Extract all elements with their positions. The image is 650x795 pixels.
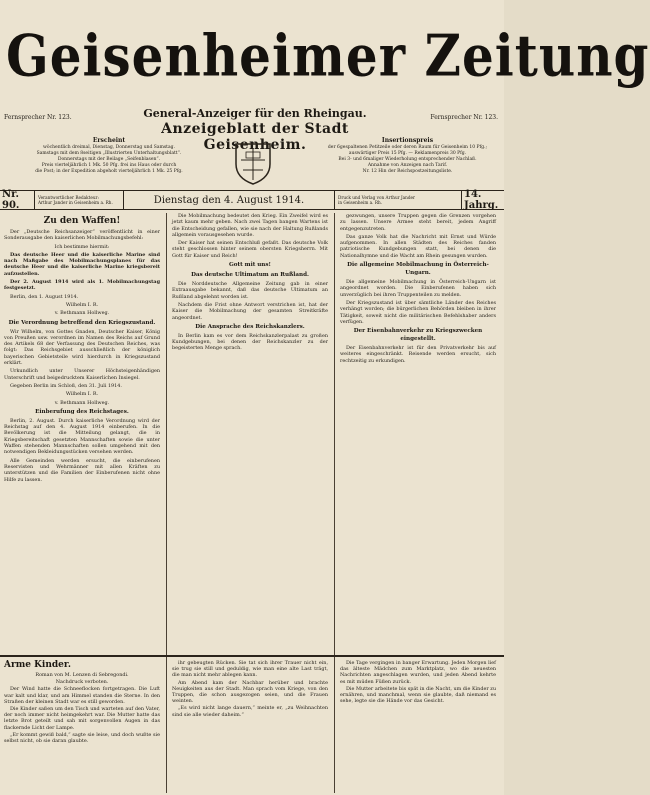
article-paragraph: Das ganze Volk hat die Nachricht mit Ernst und Würde aufgenommen. In allen Städten des Reiches fanden patriotische Kundgebungen statt, bei denen die Nationalhymne und die Wacht am Rhein gesungen wurden.	[340, 233, 496, 259]
feuilleton-paragraph: ihr gebeugten Rücken. Sie tat sich ihrer Trauer nicht ein, sie trug sie still und geduldig, wie man eine alte Last trägt, die man nicht mehr ablegen kann.	[172, 660, 328, 679]
masthead-title: Geisenheimer Zeitung	[6, 21, 650, 90]
article-subhead: Das deutsche Ultimatum an Rußland.	[191, 272, 309, 279]
feuilleton-paragraph: Die Kinder saßen um den Tisch und warteten auf den Vater, der noch immer nicht heimgekehrt war. Die Mutter hatte das letzte Brot geteilt und sah mit sorgenvollen Augen in das flackernde Licht der Lampe.	[4, 706, 160, 731]
publication-info-line: Donnerstags mit der Beilage „Seifenblasen“.	[57, 157, 161, 162]
publication-info-line: wöchentlich dreimal, Dienstag, Donnerstag und Samstag.	[43, 145, 175, 150]
article-paragraph: Gegeben Berlin im Schloß, den 31. Juli 1914.	[10, 382, 122, 389]
article-paragraph: Nachdem die Frist ohne Antwort verstrichen ist, hat der Kaiser die Mobilmachung der gesamten Streitkräfte angeordnet.	[172, 301, 328, 321]
article-signature: v. Bethmann Hollweg.	[54, 310, 110, 317]
insertion-price-line: Bei 3- und 6maliger Wiederholung entsprechender Nachlaß.	[338, 157, 477, 162]
article-paragraph: gezwungen, unsere Truppen gegen die Grenzen vorgehen zu lassen. Unsere Armee steht bereit, jedem Angriff entgegenzutreten.	[340, 213, 496, 232]
article-paragraph: Urkundlich unter Unserer Höchsteigenhändigen Unterschrift und beigedrucktem Kaiserlichen Insiegel.	[4, 368, 160, 381]
article-paragraph: Der 2. August 1914 wird als 1. Mobilmachungstag festgesetzt.	[4, 279, 160, 292]
printer-line: Druck und Verlag von Arthur Jander	[338, 195, 416, 200]
insertion-price-box	[320, 138, 495, 175]
issue-number: Nr. 90.	[2, 191, 35, 209]
article-column-2	[172, 213, 328, 513]
feuilleton-notice: Nachdruck verboten.	[55, 679, 109, 686]
feuilleton-paragraph: „Es wird nicht lange dauern,“ meinte er, „zu Weihnachten sind sie alle wieder daheim.“	[172, 705, 328, 718]
issue-date: Dienstag den 4. August 1914.	[153, 194, 305, 206]
right-phone-number: Fernsprecher Nr. 123.	[430, 114, 498, 121]
volume-year: 14. Jahrg.	[464, 189, 499, 211]
insertion-price-line: Annahme von Anzeigen nach Tarif.	[367, 163, 448, 168]
article-paragraph: Alle Gemeinden werden ersucht, die einberufenen Reservisten und Wehrmänner mit allen Kräften zu unterstützen und die Familien der Einberufenen nicht ohne Hilfe zu lassen.	[4, 457, 160, 483]
feuilleton-paragraph: „Er kommt gewiß bald,“ sagte sie leise, und doch wußte sie selbst nicht, ob sie daran glaubte.	[4, 731, 160, 745]
article-subhead: Die allgemeine Mobilmachung in Österreich-Ungarn.	[347, 262, 489, 277]
article-paragraph: Berlin, den 1. August 1914.	[10, 293, 79, 300]
publication-info-line: die Post; in der Expedition abgeholt vierteljährlich 1 Mk. 25 Pfg.	[35, 169, 183, 174]
feuilleton-rule	[0, 655, 504, 657]
article-headline: Zu den Waffen!	[43, 216, 121, 226]
left-phone-number: Fernsprecher Nr. 123.	[4, 114, 72, 121]
printer-line: in Geisenheim a. Rh.	[338, 200, 383, 205]
article-paragraph: Der „Deutsche Reichsanzeiger“ veröffentlicht in einer Sonderausgabe den kaiserlichen Mobilmachungsbefehl:	[4, 229, 160, 242]
article-paragraph: Berlin, 2. August. Durch kaiserliche Verordnung wird der Reichstag auf den 4. August 1914 einberufen. In die Bevölkerung ist die Mitteilung gelangt, die in Kriegsbereitschaft gesetzten Mannschaften sowie die unter Waffen stehenden Mannschaften sollen umgehend mit den notwendigen Bekleidungsstücken versehen werden.	[4, 417, 160, 456]
feuilleton-column-3	[340, 660, 496, 792]
article-subhead: Gott mit uns!	[229, 262, 271, 269]
article-signature: v. Bethmann Hollweg.	[54, 399, 110, 406]
article-column-1	[4, 213, 160, 651]
feuilleton-title: Arme Kinder.	[4, 660, 71, 670]
article-paragraph: Das deutsche Heer und die kaiserliche Marine sind nach Maßgabe des Mobilmachungsplanes für das deutsche Heer und die kaiserliche Marine kriegsbereit aufzustellen.	[4, 251, 160, 277]
article-subhead: Die Ansprache des Reichskanzlers.	[195, 323, 305, 330]
article-paragraph: Der Kriegszustand ist über sämtliche Länder des Reiches verhängt worden; die bürgerlichen Behörden bleiben in ihrer Tätigkeit, soweit nicht die militärischen Befehlshaber anders verfügen.	[340, 299, 496, 325]
editor-info	[36, 191, 124, 209]
city-crest-icon	[228, 140, 278, 186]
article-subhead: Einberufung des Reichstages.	[35, 408, 129, 415]
feuilleton-column-2	[172, 660, 328, 792]
insertion-price-title: Insertionspreis	[381, 137, 434, 144]
feuilleton-byline: Roman von M. Lenzen di Sebregondi.	[35, 672, 129, 678]
publication-info-title: Erscheint	[92, 137, 126, 144]
publication-info-box	[34, 138, 184, 175]
insertion-price-line: auswärtiger Preis 15 Pfg. — Reklamenpreis 30 Pfg.	[348, 151, 467, 156]
feuilleton-column-1	[4, 660, 160, 792]
article-signature: Wilhelm I. R.	[65, 301, 99, 308]
printer-info	[334, 191, 462, 209]
article-signature: Wilhelm I. R.	[65, 391, 99, 398]
feuilleton-paragraph: Die Mutter arbeitete bis spät in die Nacht, um die Kinder zu ernähren, und manchmal, wenn sie glaubte, daß niemand es sehe, legte sie die Hände vor das Gesicht.	[340, 685, 496, 705]
subtitle-general-anzeiger: General-Anzeiger für den Rheingau.	[143, 107, 367, 120]
dateline-bar	[0, 190, 504, 210]
feuilleton-paragraph: Am Abend kam der Nachbar herüber und brachte Neuigkeiten aus der Stadt. Man sprach vom Kriege, von den Truppen, die schon ausgezogen seien, und die Frauen weinten.	[172, 679, 328, 705]
article-paragraph: Wir Wilhelm, von Gottes Gnaden, Deutscher Kaiser, König von Preußen usw. verordnen im Namen des Reichs auf Grund des Artikels 68 der Verfassung des Deutschen Reiches, was folgt: Das Reichsgebiet ausschließlich der königlich bayerischen Gebietsteile wird hierdurch in Kriegszustand erklärt.	[4, 328, 160, 367]
article-paragraph: In Berlin kam es vor dem Reichskanzlerpalast zu großen Kundgebungen, bei denen der Reichskanzler zu der begeisterten Menge sprach.	[172, 332, 328, 352]
feuilleton-paragraph: Der Wind hatte die Schneeflocken fortgetragen. Die Luft war kalt und klar, und am Himmel standen die Sterne. In den Straßen der kleinen Stadt war es still geworden.	[4, 686, 160, 705]
article-paragraph: Der Kaiser hat seinen Entschluß gefaßt. Das deutsche Volk steht geschlossen hinter seinem obersten Kriegsherrn. Mit Gott für Kaiser und Reich!	[172, 240, 328, 259]
article-paragraph: Die allgemeine Mobilmachung in Österreich-Ungarn ist angeordnet worden. Die Einberufenen haben sich unverzüglich bei ihren Truppenteilen zu melden.	[340, 279, 496, 298]
article-paragraph: Ich bestimme hiermit:	[54, 243, 110, 250]
article-paragraph: Die Norddeutsche Allgemeine Zeitung gab in einer Extraausgabe bekannt, daß das deutsche Ultimatum an Rußland abgelehnt worden ist.	[172, 281, 328, 300]
column-divider	[334, 213, 335, 793]
masthead	[6, 8, 650, 103]
article-subhead: Die Verordnung betreffend den Kriegszustand.	[8, 319, 156, 326]
editor-line: Arthur Jander in Geisenheim a. Rh.	[38, 200, 113, 205]
publication-info-line: Preis vierteljährlich 1 Mk. 50 Pfg. frei ins Haus oder durch	[41, 163, 177, 168]
publication-info-line: Samstags mit dem 8seitigen „Illustrierten Unterhaltungsblatt“.	[36, 151, 182, 156]
insertion-price-line: Nr. 12 Hin der Reichspostzeitungsliste.	[362, 169, 453, 174]
article-subhead: Der Eisenbahnverkehr zu Kriegszwecken eingestellt.	[353, 328, 483, 343]
column-divider	[166, 213, 167, 793]
subtitle-anzeigeblatt: Anzeigeblatt der Stadt Geisenheim.	[161, 121, 349, 153]
feuilleton-paragraph: Die Tage vergingen in banger Erwartung. Jeden Morgen lief das älteste Mädchen zum Marktplatz, wo die neuesten Nachrichten angeschlagen wurden, und jeden Abend kehrte es mit müden Füßen zurück.	[340, 660, 496, 685]
article-paragraph: Der Eisenbahnverkehr ist für den Privatverkehr bis auf weiteres eingeschränkt. Reisende werden ersucht, sich rechtzeitig zu erkundigen.	[340, 345, 496, 364]
article-paragraph: Die Mobilmachung bedeutet den Krieg. Ein Zweifel wird es jetzt kaum mehr geben. Nach zwei Tagen bangen Wartens ist die Entscheidung gefallen, wie sie nach der Haltung Rußlands allgemein vorausgesehen wurde.	[172, 213, 328, 238]
editor-line: Verantwortlicher Redakteur:	[38, 195, 99, 200]
insertion-price-line: der 6gespaltenen Petitzeile oder deren Raum für Geisenheim 10 Pfg.;	[327, 145, 488, 150]
